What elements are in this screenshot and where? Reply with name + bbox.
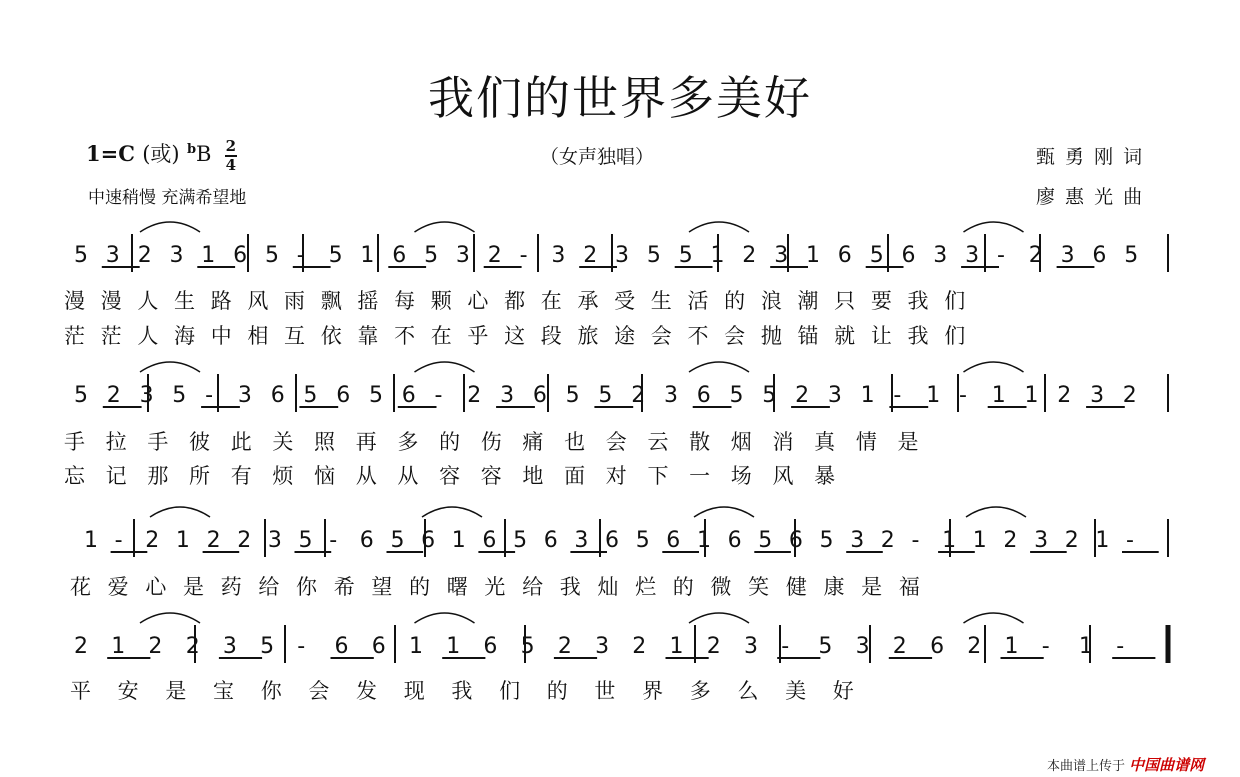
note: 2 [1064, 528, 1079, 553]
note: 6 [421, 528, 436, 553]
note: 1 [1078, 634, 1093, 659]
note: 5 [729, 383, 744, 408]
note: 2 [106, 383, 121, 408]
note: 1 [860, 383, 875, 408]
note: 6 [392, 243, 407, 268]
slur [415, 222, 475, 232]
note: 3 [744, 634, 758, 659]
note: 5 [646, 243, 661, 268]
note: - [205, 383, 214, 408]
lyrics-line2-verse1: 手 拉 手 彼 此 关 照 再 多 的 伤 痛 也 会 云 散 烟 消 真 情 是 [64, 430, 919, 454]
note: - [1126, 528, 1134, 553]
note: 6 [666, 528, 681, 553]
note: 6 [930, 634, 945, 659]
note: 2 [967, 634, 982, 659]
note: 1 [1024, 383, 1039, 408]
note: 3 [615, 243, 629, 268]
note: 3 [551, 243, 566, 268]
note: 1 [991, 383, 1006, 408]
note: 3 [855, 634, 870, 659]
note: 5 [265, 243, 279, 268]
note: 2 [74, 634, 88, 659]
footer-credit [1047, 754, 1204, 775]
slur [140, 222, 200, 232]
note: 3 [774, 243, 789, 268]
note: 5 [369, 383, 383, 408]
note: 5 [303, 383, 318, 408]
note: 2 [795, 383, 810, 408]
slur [964, 222, 1024, 232]
note: 2 [631, 383, 646, 408]
note: 1 [451, 528, 466, 553]
note: 5 [74, 243, 88, 268]
site-brand: 中国曲谱网 [1129, 756, 1205, 774]
note: 5 [678, 243, 693, 268]
note: 2 [1057, 383, 1072, 408]
note: 5 [260, 634, 275, 659]
slur [415, 362, 475, 372]
note: 1 [201, 243, 216, 268]
note: 6 [901, 243, 916, 268]
note: 5 [565, 383, 580, 408]
note: 3 [455, 243, 470, 268]
note: 3 [1034, 528, 1049, 553]
note: - [297, 634, 306, 659]
lyrics-line1-verse1: 漫 漫 人 生 路 风 雨 飘 摇 每 颗 心 都 在 承 受 生 活 的 浪 潮 只 要 我 们 [64, 289, 966, 313]
note: 1 [942, 528, 957, 553]
note: 1 [1095, 528, 1110, 553]
lyricist: 甄 勇 刚 词 [1036, 146, 1145, 168]
note: 3 [1060, 243, 1075, 268]
slur [140, 362, 200, 372]
note: 3 [139, 383, 154, 408]
note: 5 [819, 528, 834, 553]
note: 1 [360, 243, 375, 268]
song-title: 我们的世界多美好 [428, 71, 812, 125]
note: 1 [175, 528, 190, 553]
note: 3 [965, 243, 980, 268]
slur [694, 507, 754, 517]
note: - [911, 528, 920, 553]
note: 5 [424, 243, 439, 268]
note: 5 [635, 528, 650, 553]
note: 1 [1004, 634, 1019, 659]
note: 5 [520, 634, 535, 659]
slur [150, 507, 210, 517]
note: 3 [664, 383, 678, 408]
note: 3 [267, 528, 282, 553]
note: 2 [467, 383, 482, 408]
note: 3 [237, 383, 252, 408]
slur [689, 362, 749, 372]
note: 1 [710, 243, 725, 268]
note: 3 [105, 243, 120, 268]
note: 1 [926, 383, 941, 408]
note: 6 [788, 528, 803, 553]
note: 5 [298, 528, 313, 553]
note: 5 [513, 528, 528, 553]
key-main: 1=C [86, 141, 135, 166]
slur [415, 613, 475, 623]
note: 2 [487, 243, 502, 268]
note: 3 [595, 634, 610, 659]
slur [689, 613, 749, 623]
note: 3 [1090, 383, 1105, 408]
note: 1 [446, 634, 461, 659]
note: 6 [1092, 243, 1107, 268]
note: 6 [837, 243, 852, 268]
note: 5 [762, 383, 777, 408]
note: - [519, 243, 528, 268]
note: 1 [669, 634, 684, 659]
flat-sign: b [186, 142, 197, 157]
note: - [1116, 634, 1125, 659]
note: - [997, 243, 1005, 268]
note: 6 [727, 528, 742, 553]
time-bottom: 4 [225, 155, 236, 174]
note: 5 [328, 243, 343, 268]
note: 5 [1124, 243, 1139, 268]
note: 6 [605, 528, 619, 553]
lyrics-line2-verse2: 忘 记 那 所 有 烦 恼 从 从 容 容 地 面 对 下 一 场 风 暴 [64, 464, 836, 488]
note: 6 [543, 528, 558, 553]
note: 5 [869, 243, 884, 268]
note: 2 [557, 634, 572, 659]
note: 5 [598, 383, 613, 408]
note: 6 [233, 243, 248, 268]
note: 3 [933, 243, 948, 268]
lyrics-line1-verse2: 茫 茫 人 海 中 相 互 依 靠 不 在 乎 这 段 旅 途 会 不 会 抛 锚 就 让 我 们 [64, 324, 966, 348]
note: 1 [409, 634, 423, 659]
lyrics-line4: 平 安 是 宝 你 会 发 现 我 们 的 世 界 多 么 美 好 [70, 679, 854, 703]
note: - [329, 528, 338, 553]
note: 2 [145, 528, 160, 553]
key-alt-note: B [196, 142, 212, 166]
note: 3 [500, 383, 515, 408]
slur [140, 613, 200, 623]
note: 2 [583, 243, 598, 268]
note: 6 [336, 383, 351, 408]
note: 1 [697, 528, 711, 553]
note: 2 [706, 634, 721, 659]
subtitle: （女声独唱） [540, 146, 655, 168]
note: 6 [483, 634, 498, 659]
slur [689, 222, 749, 232]
note: 5 [818, 634, 833, 659]
note: 6 [371, 634, 386, 659]
note: 3 [827, 383, 842, 408]
tempo-marking: 中速稍慢 充满希望地 [88, 188, 247, 208]
note: 2 [1028, 243, 1043, 268]
note: - [959, 383, 967, 408]
slur [422, 507, 482, 517]
note: 2 [137, 243, 152, 268]
note: 2 [1122, 383, 1137, 408]
note: 2 [892, 634, 907, 659]
note: - [434, 383, 443, 408]
note: - [1041, 634, 1050, 659]
composer: 廖 惠 光 曲 [1036, 186, 1145, 208]
note: 6 [696, 383, 711, 408]
note: 6 [482, 528, 497, 553]
note: 1 [972, 528, 987, 553]
note: 2 [1003, 528, 1018, 553]
note: 6 [359, 528, 374, 553]
note: 6 [401, 383, 416, 408]
note: - [114, 528, 123, 553]
note: - [781, 634, 790, 659]
note: 3 [169, 243, 184, 268]
note: 5 [172, 383, 187, 408]
note: 2 [237, 528, 252, 553]
note: 2 [206, 528, 221, 553]
slur [964, 613, 1024, 623]
note: 2 [185, 634, 200, 659]
note: 2 [632, 634, 647, 659]
note: 1 [806, 243, 820, 268]
note: 1 [111, 634, 126, 659]
note: 5 [74, 383, 88, 408]
note: 3 [850, 528, 865, 553]
time-top: 2 [225, 136, 236, 155]
note: 1 [84, 528, 98, 553]
note: 6 [532, 383, 547, 408]
note: 2 [742, 243, 757, 268]
footer-prefix: 本曲谱上传于 [1047, 759, 1126, 774]
slur [964, 362, 1024, 372]
note: 2 [880, 528, 895, 553]
lyrics-line3: 花 爱 心 是 药 给 你 希 望 的 曙 光 给 我 灿 烂 的 微 笑 健 康 是 福 [70, 575, 920, 599]
note: 5 [390, 528, 405, 553]
slur [966, 507, 1026, 517]
note: - [296, 243, 305, 268]
note: 3 [574, 528, 589, 553]
note: - [893, 383, 902, 408]
note: 6 [270, 383, 285, 408]
note: 3 [222, 634, 237, 659]
note: 6 [334, 634, 349, 659]
key-alt: (或) [142, 142, 180, 166]
note: 2 [148, 634, 163, 659]
note: 5 [758, 528, 773, 553]
